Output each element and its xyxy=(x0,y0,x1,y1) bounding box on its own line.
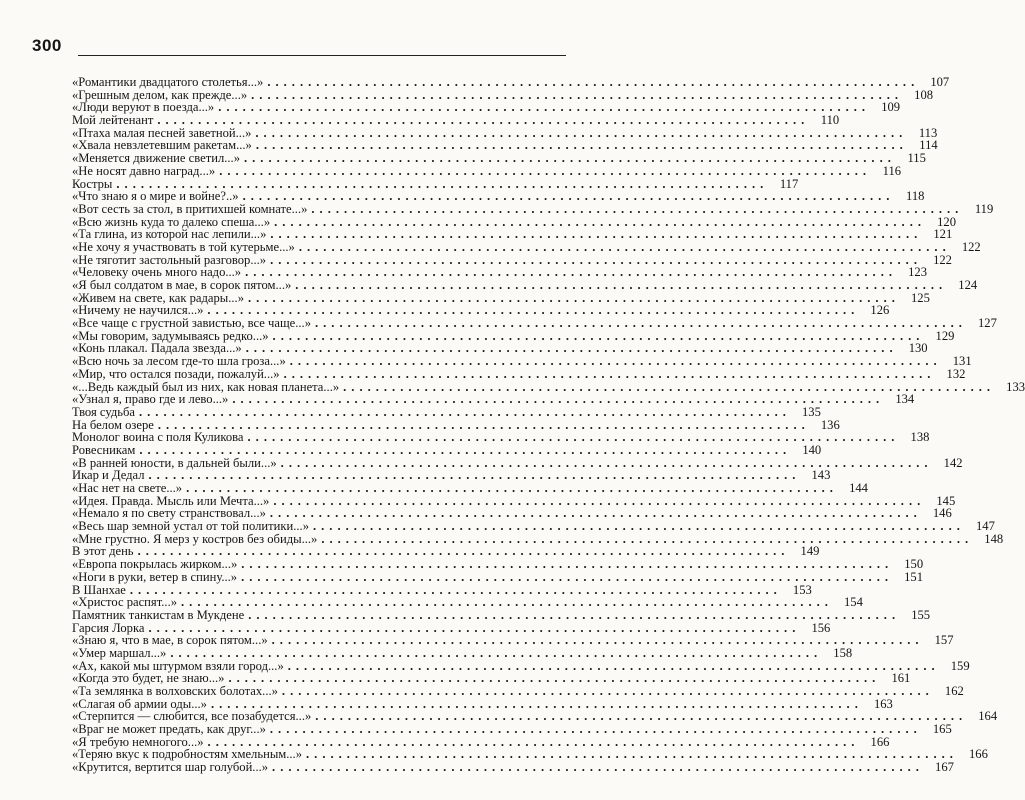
toc-entry-title: «Живем на свете, как радары...» xyxy=(72,290,244,305)
toc-entry-page: 162 xyxy=(944,684,964,698)
toc-entry-title: На белом озере xyxy=(72,417,154,432)
toc-entry-page: 146 xyxy=(932,506,952,521)
dot-leader: ................................................................................ xyxy=(181,595,833,610)
toc-entry-page: 116 xyxy=(882,163,902,178)
toc-entry-title: Монолог воина с поля Куликова xyxy=(72,430,244,445)
toc-entry xyxy=(72,569,923,584)
toc-entry-title: «Я требую немногого...» xyxy=(72,734,204,749)
dot-leader: ................................................................................ xyxy=(228,671,881,686)
toc-entry xyxy=(72,163,902,178)
toc-entry-title: Твоя судьба xyxy=(72,404,135,419)
dot-leader: ................................................................................ xyxy=(306,747,958,762)
dot-leader: ................................................................................ xyxy=(241,569,893,584)
toc-entry xyxy=(72,316,997,331)
toc-entry-page: 145 xyxy=(936,493,956,508)
toc-entry-page: 108 xyxy=(914,87,934,102)
toc-entry-page: 110 xyxy=(820,113,840,128)
toc-entry-title: «Всю ночь за лесом где-то шла гроза...» xyxy=(72,354,286,369)
toc-entry-title: Памятник танкистам в Мукдене xyxy=(72,607,245,622)
toc-entry-title: «Ах, какой мы штурмом взяли город...» xyxy=(72,658,284,673)
toc-entry-title: «Хвала невзлетевшим ракетам...» xyxy=(72,138,252,153)
toc-entry-title: Гарсия Лорка xyxy=(72,620,145,635)
toc-entry xyxy=(72,607,931,622)
toc-entry-page: 150 xyxy=(904,557,924,572)
toc-entry-page: 154 xyxy=(844,595,863,610)
toc-entry-title: «Христос распят...» xyxy=(72,595,178,610)
dot-leader: ................................................................................ xyxy=(157,113,810,128)
toc-entry-page: 155 xyxy=(911,607,931,622)
dot-leader: ................................................................................ xyxy=(129,582,782,597)
toc-entry-page: 131 xyxy=(952,354,972,369)
dot-leader: ................................................................................ xyxy=(148,468,801,483)
toc-entry-title: Костры xyxy=(72,176,113,191)
dot-leader: ................................................................................ xyxy=(232,392,885,407)
dot-leader: ................................................................................ xyxy=(281,684,934,698)
toc-entry-page: 117 xyxy=(779,176,799,191)
toc-entry-title: «Я был солдатом в мае, в сорок пятом...» xyxy=(72,278,292,292)
toc-entry-page: 122 xyxy=(961,239,981,254)
dot-leader: ................................................................................ xyxy=(137,544,790,559)
dot-leader: ................................................................................ xyxy=(287,658,940,673)
toc-entry-page: 118 xyxy=(906,189,925,204)
toc-entry xyxy=(72,519,995,534)
toc-entry-title: «Не тяготит застольный разговор...» xyxy=(72,252,267,267)
toc-entry xyxy=(72,442,822,457)
header-rule xyxy=(78,55,566,56)
toc-entry xyxy=(72,113,840,128)
toc-entry-title: Икар и Дедал xyxy=(72,468,145,483)
toc-entry xyxy=(72,595,863,610)
dot-leader: ................................................................................ xyxy=(272,328,925,343)
toc-entry-title: «Вот сесть за стол, в притихшей комнате...» xyxy=(72,201,308,216)
toc-entry-page: 153 xyxy=(792,582,812,597)
dot-leader: ................................................................................ xyxy=(170,645,823,660)
dot-leader: ................................................................................ xyxy=(280,455,933,470)
toc-entry-title: «Конь плакал. Падала звезда...» xyxy=(72,341,242,356)
toc-entry-page: 142 xyxy=(943,455,963,470)
toc-entry xyxy=(72,557,924,572)
toc-entry-title: «Враг не может предать, как друг...» xyxy=(72,722,266,737)
toc-entry-title: «Мы говорим, задумываясь редко...» xyxy=(72,328,269,343)
dot-leader: ................................................................................ xyxy=(313,519,965,534)
toc-entry-title: «Весь шар земной устал от той политики...» xyxy=(72,519,309,534)
toc-entry-title: «Умер маршал...» xyxy=(72,645,167,660)
toc-entry-page: 151 xyxy=(904,569,923,584)
toc-entry-title: «Все чаще с грустной завистью, все чаще...» xyxy=(72,316,311,331)
dot-leader: ................................................................................ xyxy=(315,709,968,724)
toc-entry-page: 166 xyxy=(870,734,890,749)
toc-entry-page: 136 xyxy=(820,417,840,432)
toc-entry-title: «Всю жизнь куда то далеко спеша...» xyxy=(72,214,271,229)
dot-leader: ................................................................................ xyxy=(343,379,996,394)
dot-leader: ................................................................................ xyxy=(207,734,860,749)
toc-entry-title: «Что знаю я о мире и войне?..» xyxy=(72,189,239,204)
dot-leader: ................................................................................ xyxy=(255,138,908,153)
toc-entry-page: 158 xyxy=(833,645,853,660)
dot-leader: ................................................................................ xyxy=(248,290,900,305)
toc-entry-page: 126 xyxy=(870,303,890,318)
dot-leader: ................................................................................ xyxy=(157,417,810,432)
toc-entry-page: 129 xyxy=(935,328,955,343)
dot-leader: ................................................................................ xyxy=(315,316,967,331)
toc-entry xyxy=(72,760,954,775)
toc-entry-page: 125 xyxy=(910,290,930,305)
toc-entry-title: В этот день xyxy=(72,544,134,559)
toc-entry xyxy=(72,481,868,495)
dot-leader: ................................................................................ xyxy=(245,341,898,356)
toc-entry-page: 144 xyxy=(849,481,868,495)
toc-entry-page: 156 xyxy=(811,620,831,635)
dot-leader: ................................................................................ xyxy=(242,189,895,204)
toc-entry-page: 121 xyxy=(933,227,953,242)
toc-entry-title: «Немало я по свету странствовал...» xyxy=(72,506,266,521)
dot-leader: ................................................................................ xyxy=(289,354,942,369)
toc-entry-title: Мой лейтенант xyxy=(72,113,154,128)
toc-entry-page: 157 xyxy=(934,633,954,648)
toc-entry-page: 132 xyxy=(946,366,966,381)
dot-leader: ................................................................................ xyxy=(241,557,894,572)
dot-leader: ................................................................................ xyxy=(218,100,871,115)
toc-entry xyxy=(72,392,915,407)
toc-entry-page: 134 xyxy=(895,392,915,407)
toc-entry xyxy=(72,645,853,660)
toc-entry-title: «Птаха малая песней заветной...» xyxy=(72,125,252,140)
toc-entry-page: 133 xyxy=(1006,379,1025,394)
dot-leader: ................................................................................ xyxy=(295,278,948,292)
toc-entry-page: 140 xyxy=(802,442,822,457)
toc-entry-title: «Та землянка в волховских болотах...» xyxy=(72,684,278,698)
toc-entry-title: «...Ведь каждый был из них, как новая планета...» xyxy=(72,379,340,394)
dot-leader: ................................................................................ xyxy=(273,493,926,508)
dot-leader: ................................................................................ xyxy=(321,531,974,546)
dot-leader: ................................................................................ xyxy=(116,176,769,191)
toc-entry-title: «Люди веруют в поезда...» xyxy=(72,100,215,115)
dot-leader: ................................................................................ xyxy=(283,366,936,381)
toc-entry-page: 148 xyxy=(984,531,1004,546)
toc-entry-title: «Слагая об армии оды...» xyxy=(72,696,207,711)
dot-leader: ................................................................................ xyxy=(267,75,920,89)
toc-entry-page: 135 xyxy=(801,404,821,419)
toc-entry-title: «Ничему не научился...» xyxy=(72,303,204,318)
toc-entry-title: «Романтики двадцатого столетья...» xyxy=(72,75,264,89)
toc-entry xyxy=(72,201,994,216)
dot-leader: ................................................................................ xyxy=(248,607,901,622)
toc-entry-page: 143 xyxy=(811,468,831,483)
toc-entry-title: «Стерпится — слюбится, все позабудется...» xyxy=(72,709,312,724)
toc-entry-title: «Идея. Правда. Мысль или Мечта...» xyxy=(72,493,270,508)
toc-entry-title: «Когда это будет, не знаю...» xyxy=(72,671,225,686)
toc-entry-title: «Нас нет на свете...» xyxy=(72,481,183,495)
dot-leader: ................................................................................ xyxy=(270,252,922,267)
toc-entry-page: 149 xyxy=(800,544,820,559)
dot-leader: ................................................................................ xyxy=(247,430,900,445)
toc-entry-title: «Та глина, из которой нас лепили...» xyxy=(72,227,267,242)
toc-entry-page: 167 xyxy=(935,760,954,775)
toc-entry-page: 127 xyxy=(977,316,997,331)
dot-leader: ................................................................................ xyxy=(269,506,922,521)
dot-leader: ................................................................................ xyxy=(148,620,801,635)
toc-entry-title: «Человеку очень много надо...» xyxy=(72,265,242,280)
toc-entry xyxy=(72,404,821,419)
toc-entry-page: 147 xyxy=(975,519,995,534)
dot-leader: ................................................................................ xyxy=(207,303,860,318)
toc-entry-page: 165 xyxy=(932,722,952,737)
toc-entry xyxy=(72,189,925,204)
toc-entry-page: 164 xyxy=(978,709,998,724)
dot-leader: ................................................................................ xyxy=(251,87,904,102)
toc-entry-page: 163 xyxy=(873,696,893,711)
toc-entry-page: 166 xyxy=(969,747,988,762)
toc-entry-title: «Не хочу я участвовать в той кутерьме...» xyxy=(72,239,295,254)
toc-entry-title: «В ранней юности, в дальней были...» xyxy=(72,455,277,470)
dot-leader: ................................................................................ xyxy=(219,163,872,178)
dot-leader: ................................................................................ xyxy=(255,125,908,140)
toc-entry-title: «Не носят давно наград...» xyxy=(72,163,216,178)
dot-leader: ................................................................................ xyxy=(269,722,922,737)
toc-entry-page: 119 xyxy=(974,201,994,216)
toc-entry-page: 161 xyxy=(891,671,911,686)
dot-leader: ................................................................................ xyxy=(274,214,926,229)
toc-entry xyxy=(72,366,966,381)
toc-entry-page: 109 xyxy=(881,100,901,115)
toc-entry-title: «Мне грустно. Я мерз у костров без обиды...» xyxy=(72,531,318,546)
toc-entry-title: «Грешным делом, как прежде...» xyxy=(72,87,248,102)
table-of-contents xyxy=(72,75,1025,775)
toc-entry-title: «Мир, что остался позади, пожалуй...» xyxy=(72,366,280,381)
dot-leader: ................................................................................ xyxy=(311,201,964,216)
dot-leader: ................................................................................ xyxy=(270,227,923,242)
toc-entry-page: 122 xyxy=(933,252,952,267)
dot-leader: ................................................................................ xyxy=(186,481,838,495)
dot-leader: ................................................................................ xyxy=(271,633,924,648)
toc-entry xyxy=(72,354,972,369)
dot-leader: ................................................................................ xyxy=(298,239,951,254)
toc-entry-page: 159 xyxy=(950,658,970,673)
dot-leader: ................................................................................ xyxy=(139,404,791,419)
toc-entry-page: 138 xyxy=(910,430,930,445)
toc-entry-title: «Крутится, вертится шар голубой...» xyxy=(72,760,269,775)
toc-entry-title: «Теряю вкус к подробностям хмельным...» xyxy=(72,747,303,762)
toc-entry-title: Ровесникам xyxy=(72,442,136,457)
toc-entry-page: 120 xyxy=(937,214,956,229)
toc-entry-page: 115 xyxy=(907,151,926,166)
toc-entry-title: «Меняется движение светил...» xyxy=(72,151,240,166)
toc-entry xyxy=(72,151,926,166)
dot-leader: ................................................................................ xyxy=(210,696,863,711)
toc-entry-page: 107 xyxy=(930,75,950,89)
toc-entry-title: «Европа покрылась жирком...» xyxy=(72,557,238,572)
toc-entry-page: 114 xyxy=(919,138,938,153)
toc-entry-title: «Знаю я, что в мае, в сорок пятом...» xyxy=(72,633,268,648)
dot-leader: ................................................................................ xyxy=(245,265,897,280)
toc-entry xyxy=(72,75,950,89)
toc-entry-title: «Ноги в руки, ветер в спину...» xyxy=(72,569,238,584)
toc-entry-title: В Шанхае xyxy=(72,582,126,597)
page-number: 300 xyxy=(32,36,62,55)
toc-entry-page: 123 xyxy=(908,265,927,280)
toc-entry-title: «Узнал я, право где и лево...» xyxy=(72,392,229,407)
toc-entry-page: 113 xyxy=(918,125,938,140)
dot-leader: ................................................................................ xyxy=(272,760,924,775)
toc-entry-page: 130 xyxy=(908,341,928,356)
dot-leader: ................................................................................ xyxy=(244,151,896,166)
toc-entry xyxy=(72,278,978,292)
toc-entry xyxy=(72,684,964,698)
toc-entry-page: 124 xyxy=(958,278,978,292)
toc-entry xyxy=(72,722,952,737)
toc-entry xyxy=(72,239,981,254)
dot-leader: ................................................................................ xyxy=(139,442,792,457)
